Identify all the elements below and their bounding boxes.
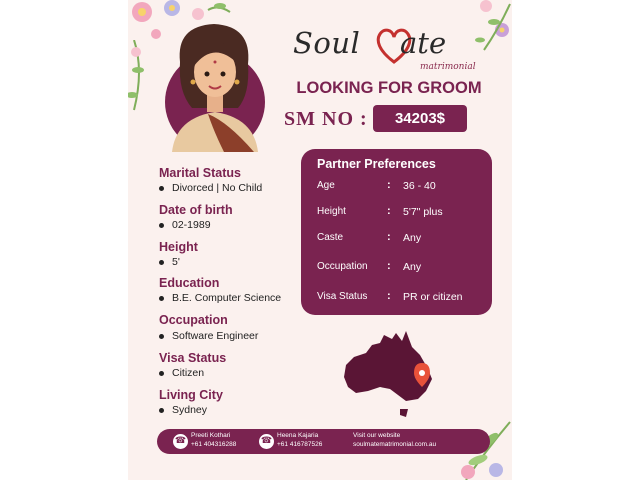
flower-icon bbox=[128, 40, 158, 120]
contact-2 bbox=[277, 432, 322, 449]
education-label: Education bbox=[159, 276, 220, 290]
website-label: Visit our website bbox=[353, 432, 401, 439]
visa-status-value: Citizen bbox=[159, 367, 204, 379]
australia-map bbox=[340, 327, 440, 417]
pref-age-value: 36 - 40 bbox=[403, 180, 436, 192]
dob-label: Date of birth bbox=[159, 203, 233, 217]
pref-caste-colon: : bbox=[387, 231, 391, 243]
pref-height-colon: : bbox=[387, 205, 391, 217]
pref-age-key: Age bbox=[317, 180, 335, 191]
occupation-label: Occupation bbox=[159, 313, 228, 327]
brand-mate: ate bbox=[400, 26, 447, 60]
avatar-illustration bbox=[160, 22, 270, 157]
pref-visa-colon: : bbox=[387, 290, 391, 302]
occupation-value: Software Engineer bbox=[159, 330, 258, 342]
pref-occupation-value: Any bbox=[403, 261, 422, 273]
phone-icon: ☎ bbox=[259, 434, 274, 449]
partner-preferences-panel bbox=[301, 149, 492, 315]
pref-occupation-key: Occupation bbox=[317, 261, 368, 272]
brand-soul: Soul bbox=[293, 26, 361, 60]
contact-footer bbox=[157, 429, 490, 454]
marital-status-label: Marital Status bbox=[159, 166, 241, 180]
pref-visa-value: PR or citizen bbox=[403, 291, 463, 303]
sm-number-value: 34203$ bbox=[373, 105, 467, 132]
contact-2-name: Heena Kajaria bbox=[277, 432, 319, 439]
pref-caste-value: Any bbox=[403, 232, 422, 244]
phone-icon: ☎ bbox=[173, 434, 188, 449]
height-value: 5' bbox=[159, 256, 180, 268]
preferences-heading: Partner Preferences bbox=[317, 157, 436, 171]
height-label: Height bbox=[159, 240, 198, 254]
pref-visa-key: Visa Status bbox=[317, 291, 368, 302]
pref-age-colon: : bbox=[387, 179, 391, 191]
profile-card bbox=[128, 0, 512, 480]
contact-1-name: Preeti Kothari bbox=[191, 432, 231, 439]
contact-2-phone[interactable]: +61 416787526 bbox=[277, 440, 323, 448]
education-value: B.E. Computer Science bbox=[159, 292, 281, 304]
dob-value: 02-1989 bbox=[159, 219, 211, 231]
contact-1-phone[interactable]: +61 404316288 bbox=[191, 440, 237, 448]
pref-occupation-colon: : bbox=[387, 260, 391, 272]
pref-height-key: Height bbox=[317, 206, 346, 217]
website-block bbox=[353, 432, 436, 449]
contact-1 bbox=[191, 432, 236, 449]
marital-status-value: Divorced | No Child bbox=[159, 182, 262, 194]
visa-status-label: Visa Status bbox=[159, 351, 227, 365]
pref-height-value: 5'7" plus bbox=[403, 206, 443, 218]
sm-number-label: SM NO : bbox=[284, 108, 368, 130]
living-city-label: Living City bbox=[159, 388, 223, 402]
page-title: LOOKING FOR GROOM bbox=[296, 79, 482, 97]
brand-logo bbox=[288, 20, 488, 80]
pref-caste-key: Caste bbox=[317, 232, 344, 243]
living-city-value: Sydney bbox=[159, 404, 207, 416]
brand-tagline: matrimonial bbox=[420, 62, 476, 72]
website-link[interactable]: soulmatematrimonial.com.au bbox=[353, 440, 437, 448]
